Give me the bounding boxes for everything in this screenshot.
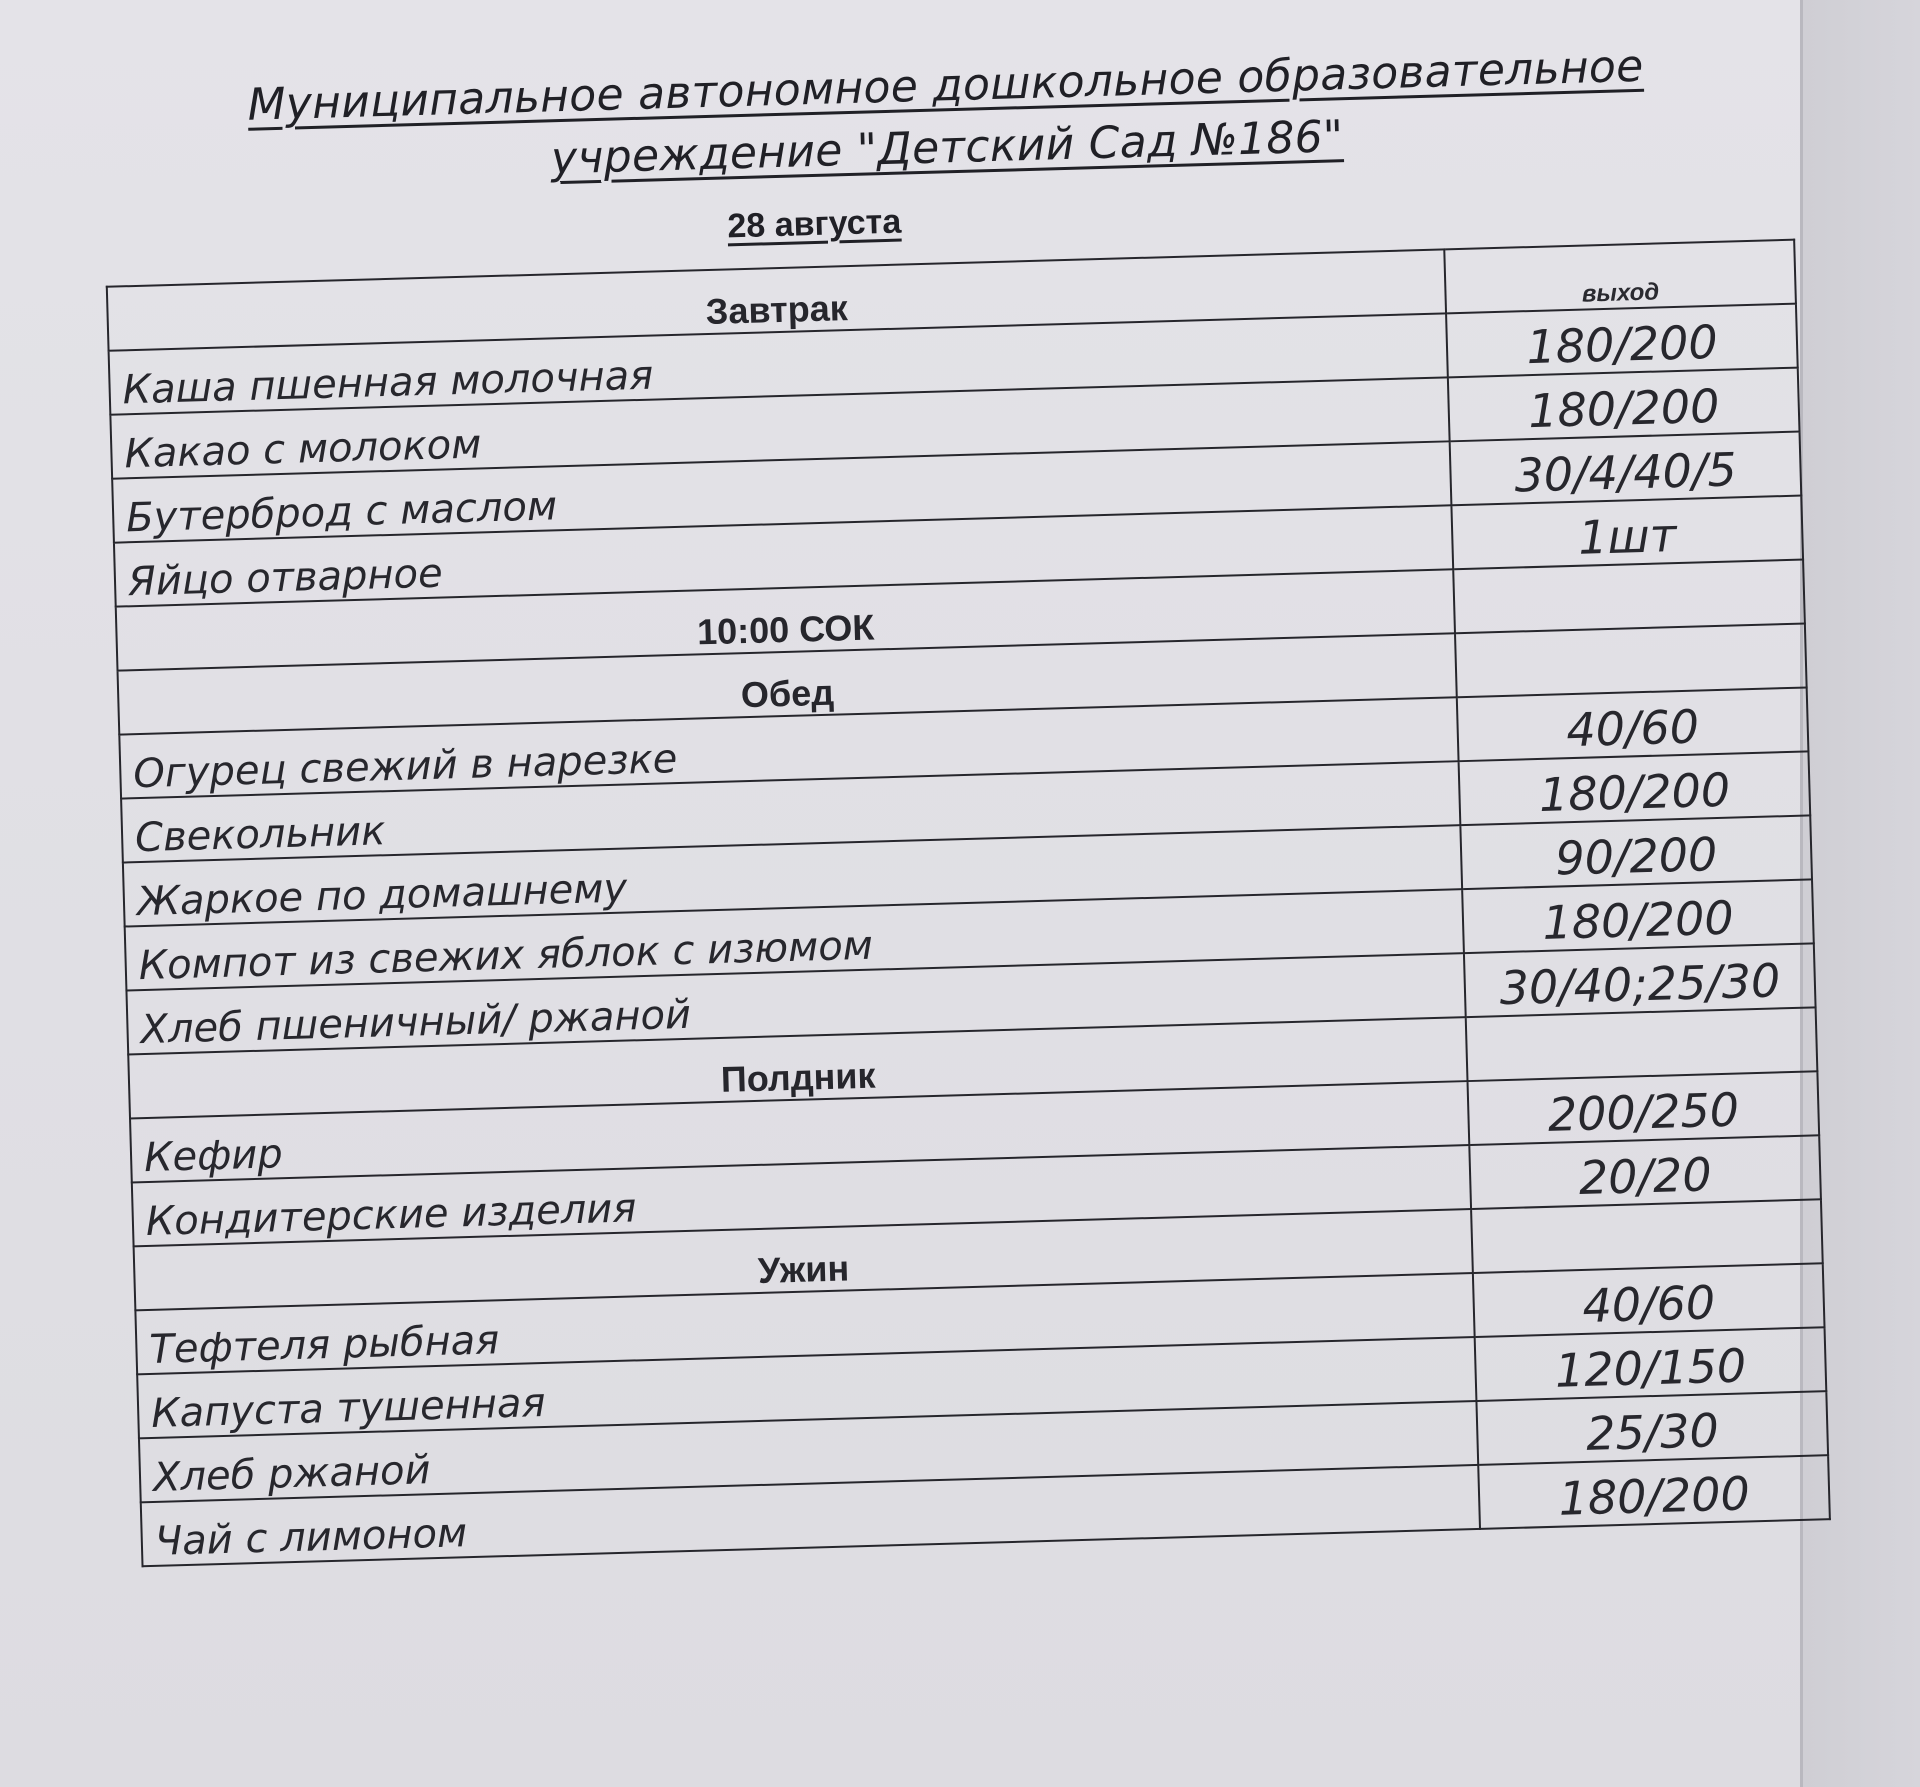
output-column-header: выход [1444,240,1796,314]
empty-cell [1471,1199,1823,1273]
dish-output: 25/30 [1476,1391,1828,1465]
empty-cell [1455,623,1807,697]
dish-name: Чай с лимоном [141,1465,1480,1566]
menu-date: 28 августа [726,202,902,246]
dish-output: 1шт [1451,496,1803,570]
dish-name: Тефтеля рыбная [135,1273,1474,1374]
dish-name: Какао с молоком [110,377,1449,478]
section-title-snack: 10:00 СОК [116,569,1455,670]
dish-output: 20/20 [1469,1135,1821,1209]
section-title-lunch: Обед [118,633,1457,734]
section-title-breakfast: Завтрак [107,249,1446,350]
dish-name: Хлеб ржаной [139,1401,1478,1502]
dish-output: 30/40;25/30 [1464,943,1816,1017]
dish-output: 90/200 [1460,815,1812,889]
dish-output: 40/60 [1473,1263,1825,1337]
dish-output: 180/200 [1478,1455,1830,1529]
empty-cell [1466,1007,1818,1081]
menu-table [106,239,1831,1568]
section-title-afternoon: Полдник [128,1017,1467,1118]
dish-name: Кондитерские изделия [132,1145,1471,1246]
institution-line-1: Муниципальное автономное дошкольное образовательное [246,40,1645,131]
dish-output: 180/200 [1462,879,1814,953]
dish-name: Огурец свежий в нарезке [119,697,1458,798]
dish-name: Капуста тушенная [137,1337,1476,1438]
menu-document [60,31,1861,1569]
dish-name: Каша пшенная молочная [109,313,1448,414]
dish-output: 40/60 [1457,687,1809,761]
dish-name: Кефир [130,1081,1469,1182]
dish-name: Компот из свежих яблок с изюмом [125,889,1464,990]
dish-name: Яйцо отварное [114,505,1453,606]
dish-output: 180/200 [1459,751,1811,825]
dish-output: 120/150 [1475,1327,1827,1401]
dish-output: 200/250 [1468,1071,1820,1145]
empty-cell [1453,560,1805,634]
dish-name: Бутерброд с маслом [112,441,1451,542]
dish-output: 180/200 [1448,368,1800,442]
institution-line-2: учреждение "Детский Сад №186" [550,111,1345,185]
dish-name: Свекольник [121,761,1460,862]
dish-name: Хлеб пшеничный/ ржаной [126,953,1465,1054]
dish-name: Жаркое по домашнему [123,825,1462,926]
dish-output: 180/200 [1446,304,1798,378]
section-title-dinner: Ужин [134,1209,1473,1310]
dish-output: 30/4/40/5 [1450,432,1802,506]
